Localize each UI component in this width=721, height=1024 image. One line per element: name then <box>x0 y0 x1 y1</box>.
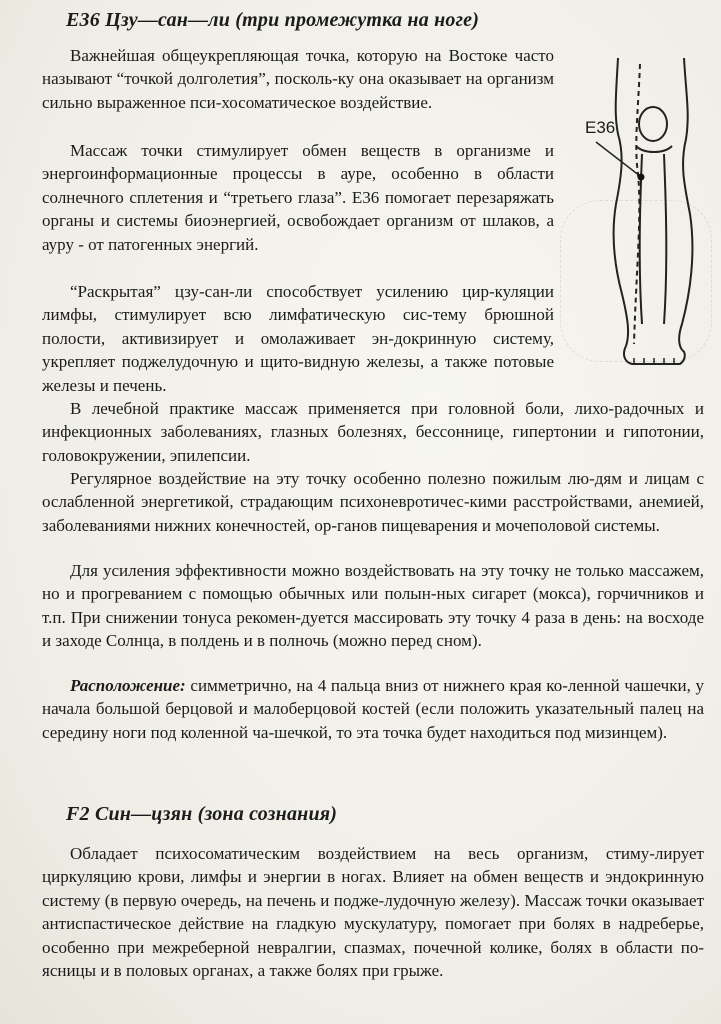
leg-illustration <box>556 54 721 374</box>
paragraph-e36-lymph <box>42 280 554 397</box>
paragraph-e36-massage <box>42 139 554 256</box>
section-heading-e36: E36 Цзу—сан—ли (три промежутка на ноге) <box>66 9 480 31</box>
section-heading-f2: F2 Син—цзян (зона сознания) <box>66 803 338 825</box>
paragraph-text: Массаж точки стимулирует обмен веществ в организме и энергоинформационные процессы в ауре, особенно в области солнечного сплетения и “третьего глаза”. E36 помогает перезаряжать органы и системы биоэнергией, освобождает организм от шлаков, а ауру - от патогенных энергий. <box>42 141 554 254</box>
e36-pointer-line <box>596 142 640 176</box>
knee-joint <box>636 146 672 152</box>
leg-outline-right <box>679 58 692 350</box>
paragraph-f2-effect <box>42 842 704 982</box>
figure-label-e36: E36 <box>585 118 616 137</box>
e36-point-marker <box>638 174 645 181</box>
paragraph-text: Обладает психосоматическим воздействием на весь организм, стиму-лирует циркуляцию крови, лимфы и энергии в ногах. Влияет на обмен веществ и эндокринную систему (в первую очередь, на печень и подже-лудочную железу). Массаж точки оказывает антиспастическое действие на гладкую мускулатуру, помогает при болях в надреберье, особенно при межреберной невралгии, спазмах, почечной колике, болях в области по-ясницы и в половых органах, а также болях при грыже. <box>42 844 704 981</box>
leg-outline-left <box>614 58 629 346</box>
paragraph-text: Важнейшая общеукрепляющая точка, которую на Востоке часто называют “точкой долголетия”, посколь-ку она оказывает на организм сильно выраженное пси-хосоматическое воздействие. <box>42 46 554 112</box>
fibula <box>664 154 666 324</box>
location-label: Расположение: <box>70 676 186 695</box>
paragraph-e36-location <box>42 674 704 744</box>
paragraph-text: В лечебной практике массаж применяется при головной боли, лихо-радочных и инфекционных заболеваниях, глазных болезнях, бессоннице, гипертонии и гипотонии, головокружении, эпилепсии. <box>42 399 704 465</box>
paragraph-e36-regular <box>42 467 704 537</box>
paragraph-text: Регулярное воздействие на эту точку особенно полезно пожилым лю-дям и лицам с ослабленной энергетикой, страдающим психоневротичес-кими расстройствами, анемией, заболеваниями нижних конечностей, ор-ганов пищеварения и мочеполовой системы. <box>42 469 704 535</box>
paragraph-e36-efficiency <box>42 559 704 653</box>
paragraph-text: Для усиления эффективности можно воздействовать на эту точку не только массажем, но и прогреванием с помощью обычных или полын-ных сигарет (мокса), горчичников и т.п. При снижении тонуса рекомен-дуется массировать эту точку 4 раза в день: на восходе и заходе Солнца, в полдень и в полночь (можно перед сном). <box>42 561 704 651</box>
paragraph-text: симметрично, на 4 пальца вниз от нижнего края ко-ленной чашечки, у начала большой берцовой и малоберцовой костей (если положить указательный палец на середину ноги под коленной ча-шечкой, то эта точка будет находиться под мизинцем). <box>42 676 704 742</box>
paragraph-e36-practice <box>42 397 704 467</box>
meridian-line <box>634 64 640 344</box>
paragraph-text: “Раскрытая” цзу-сан-ли способствует усилению цир-куляции лимфы, стимулирует всю лимфатическую сис-тему брюшной полости, активизирует и омолаживает эн-докринную систему, укрепляет поджелудочную и щито-видную железы, а также потовые железы и печень. <box>42 282 554 395</box>
kneecap <box>639 107 667 141</box>
paragraph-e36-intro <box>42 44 554 114</box>
